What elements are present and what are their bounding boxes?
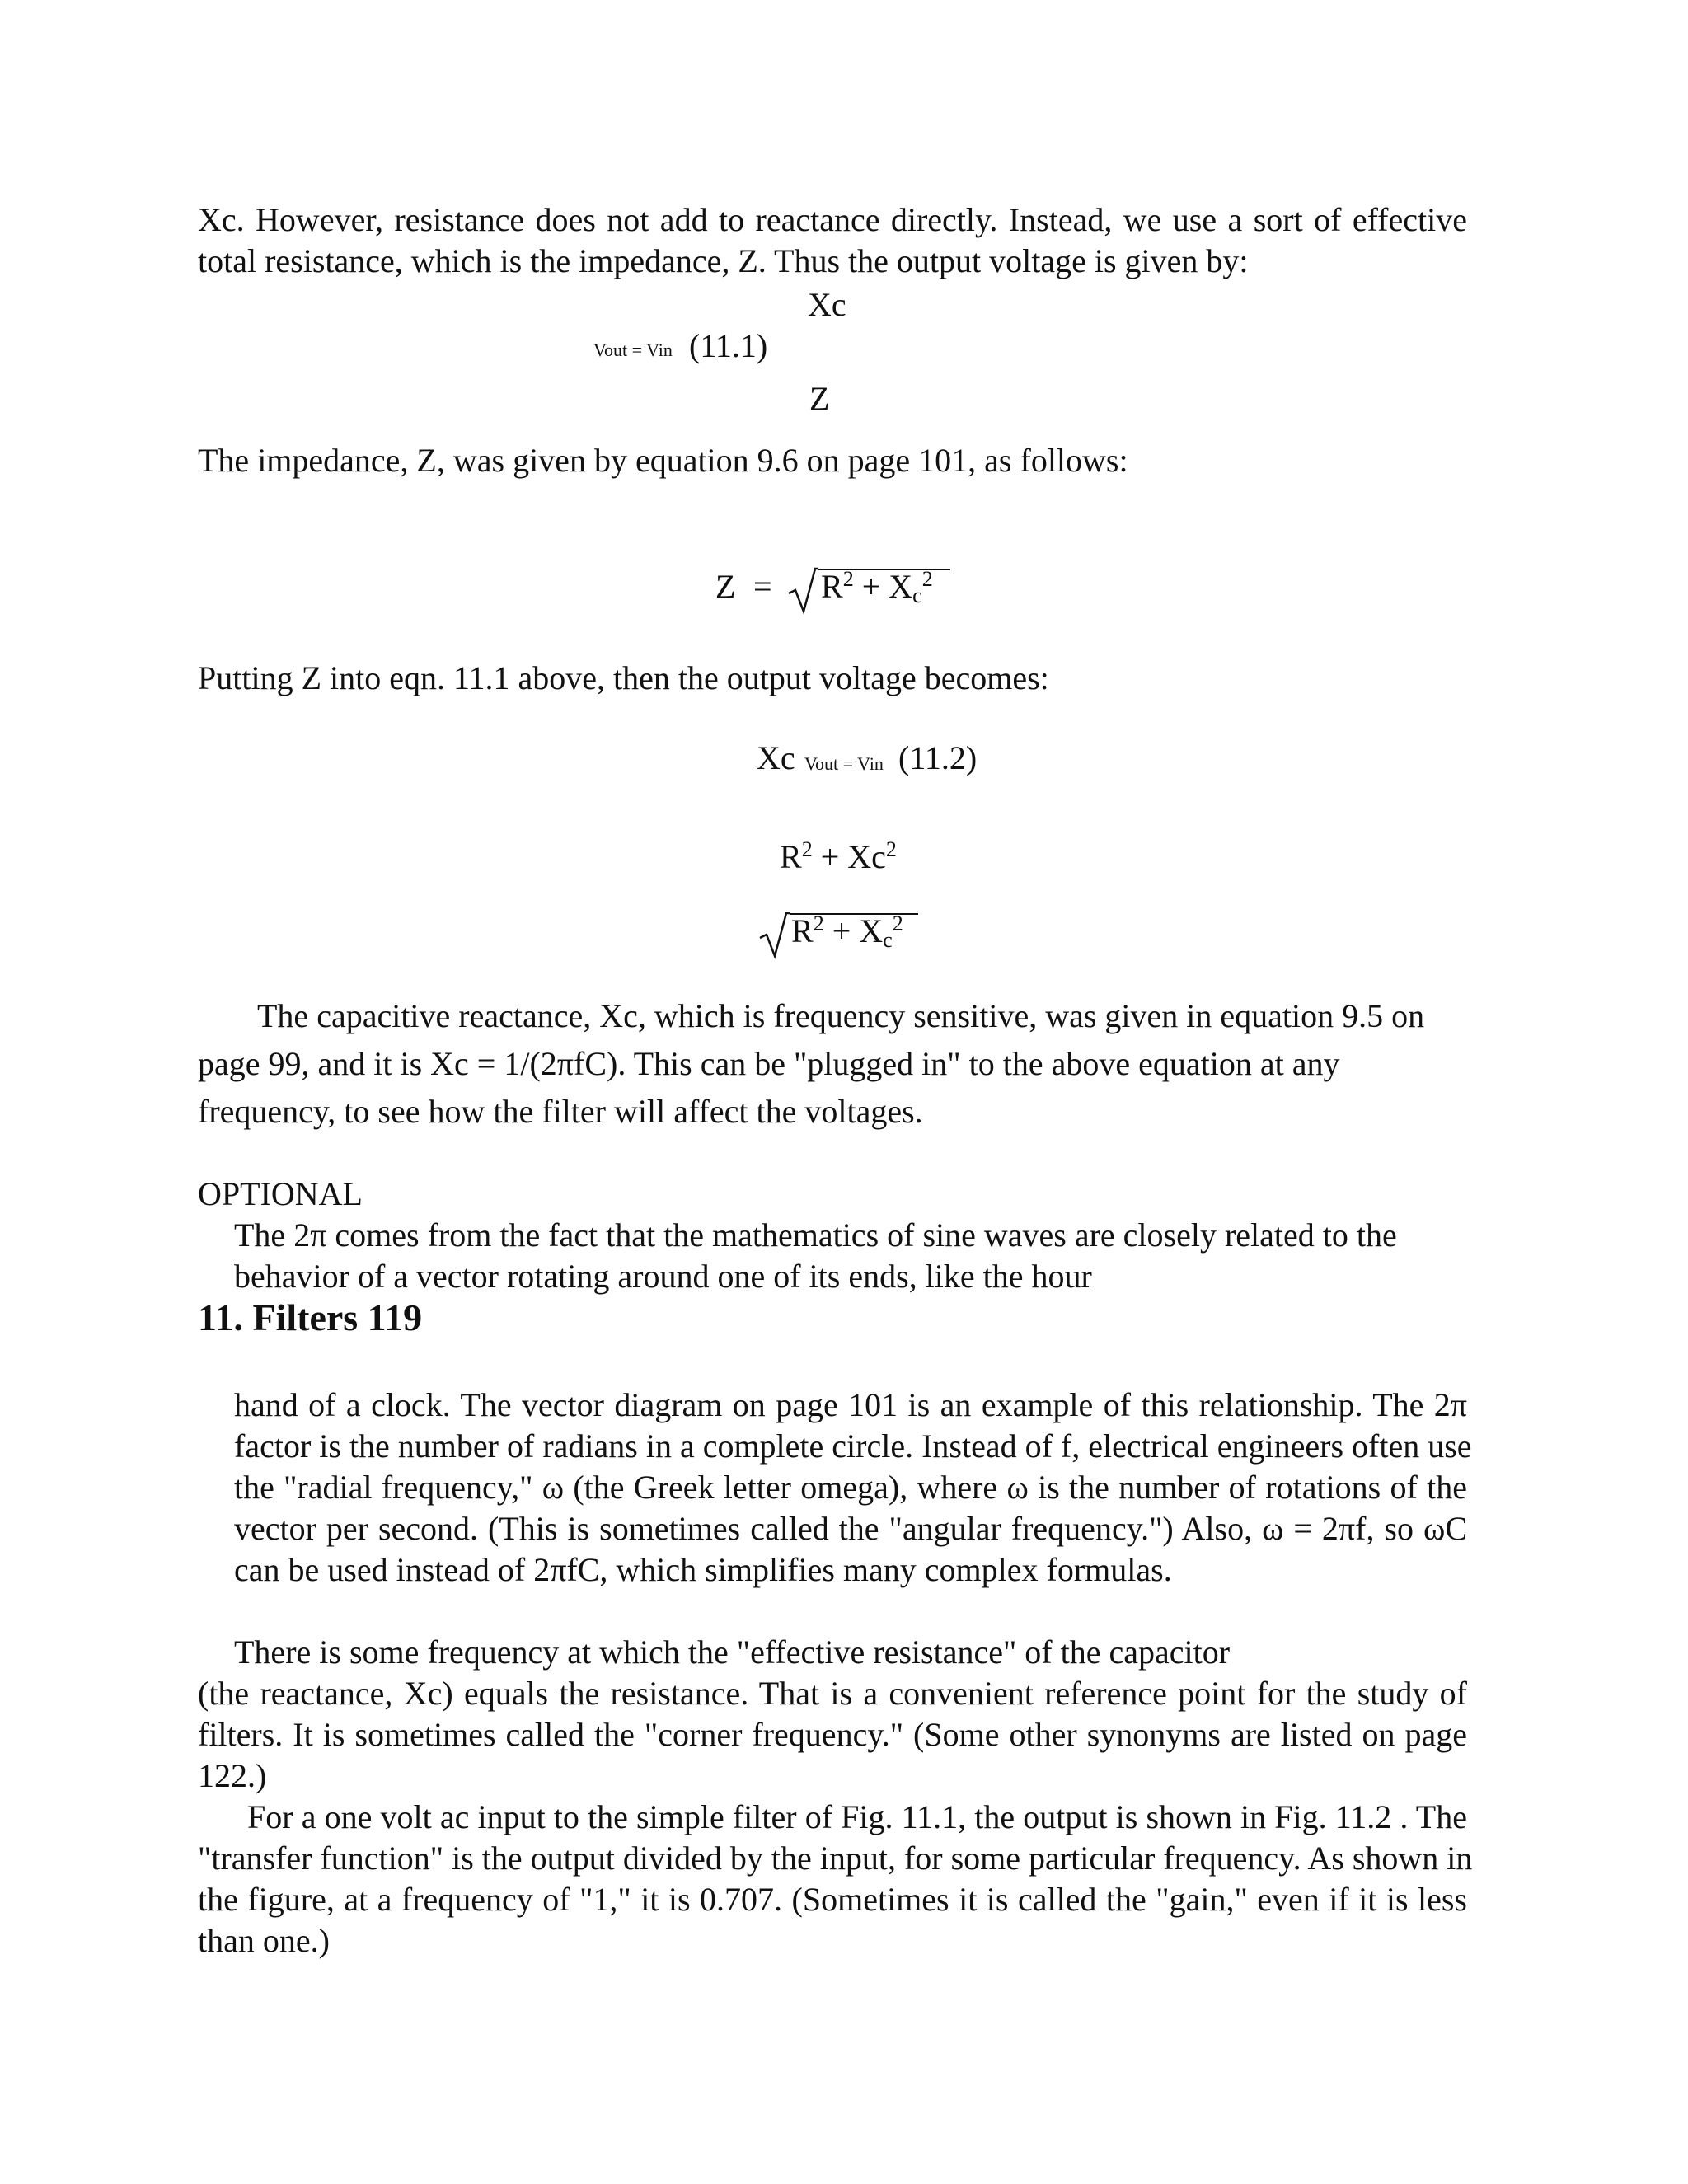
- radical-sign-icon: [758, 912, 791, 961]
- text-line: can be used instead of 2πfC, which simplifies many complex formulas.: [234, 1551, 1172, 1588]
- page-header: 11. Filters 119: [198, 1296, 423, 1338]
- text-line: page 99, and it is Xc = 1/(2πfC). This can be "plugged in" to the above equation at any: [198, 1045, 1340, 1082]
- radicand: $R^2 + X_c^2$: [791, 912, 903, 952]
- text-line: total resistance, which is the impedance, Z. Thus the output voltage is given by:: [198, 242, 1249, 279]
- eq-z-equals: =: [753, 568, 772, 605]
- eq-lhs: Vout = Vin: [804, 753, 884, 774]
- eq-numerator: Xc: [808, 286, 846, 323]
- text-line: Xc. However, resistance does not add to reactance directly. Instead, we use a sort of effective: [198, 201, 1467, 238]
- text-line: behavior of a vector rotating around one of its ends, like the hour: [234, 1258, 1092, 1295]
- paragraph-putting-z: Putting Z into eqn. 11.1 above, then the output voltage becomes:: [198, 659, 1049, 696]
- text-line: The capacitive reactance, Xc, which is frequency sensitive, was given in equation 9.5 on: [257, 997, 1425, 1034]
- eq-lhs: Vout = Vin: [593, 340, 673, 360]
- text-line: The 2π comes from the fact that the mathematics of sine waves are closely related to the: [234, 1216, 1397, 1254]
- eq-number: (11.1): [689, 327, 768, 364]
- eq-number: (11.2): [898, 739, 978, 776]
- eq-mid-expression: $R^2 + Xc^2$: [780, 837, 897, 875]
- eq-numerator: Xc: [757, 739, 795, 776]
- text-line: than one.): [198, 1922, 330, 1959]
- eq-denominator: Z: [809, 380, 830, 417]
- text-line: filters. It is sometimes called the "corner frequency." (Some other synonyms are listed on page: [198, 1716, 1467, 1753]
- text-line: the "radial frequency," ω (the Greek letter omega), where ω is the number of rotations of the: [234, 1469, 1467, 1506]
- radical-sign-icon: [787, 567, 820, 616]
- text-line: (the reactance, Xc) equals the resistance. That is a convenient reference point for the study of: [198, 1675, 1467, 1712]
- text-line: factor is the number of radians in a complete circle. Instead of f, electrical engineers often use: [234, 1427, 1472, 1465]
- optional-label: OPTIONAL: [198, 1175, 363, 1212]
- radicand: $R^2 + X_c^2$: [821, 567, 933, 607]
- text-line: There is some frequency at which the "effective resistance" of the capacitor: [234, 1633, 1231, 1671]
- text-line: 122.): [198, 1757, 267, 1794]
- text-line: "transfer function" is the output divided by the input, for some particular frequency. As shown in: [198, 1840, 1473, 1877]
- text-line: vector per second. (This is sometimes called the "angular frequency.") Also, ω = 2πf, so ωC: [234, 1510, 1467, 1547]
- paragraph-impedance: The impedance, Z, was given by equation 9.6 on page 101, as follows:: [198, 442, 1128, 479]
- text-line: For a one volt ac input to the simple filter of Fig. 11.1, the output is shown in Fig. 11.2 . The: [247, 1798, 1467, 1835]
- eq-z-lhs: Z: [715, 568, 736, 605]
- text-line: hand of a clock. The vector diagram on page 101 is an example of this relationship. The 2π: [234, 1386, 1467, 1423]
- text-line: frequency, to see how the filter will affect the voltages.: [198, 1093, 923, 1130]
- text-line: the figure, at a frequency of "1," it is 0.707. (Sometimes it is called the "gain," even if it is less: [198, 1881, 1467, 1918]
